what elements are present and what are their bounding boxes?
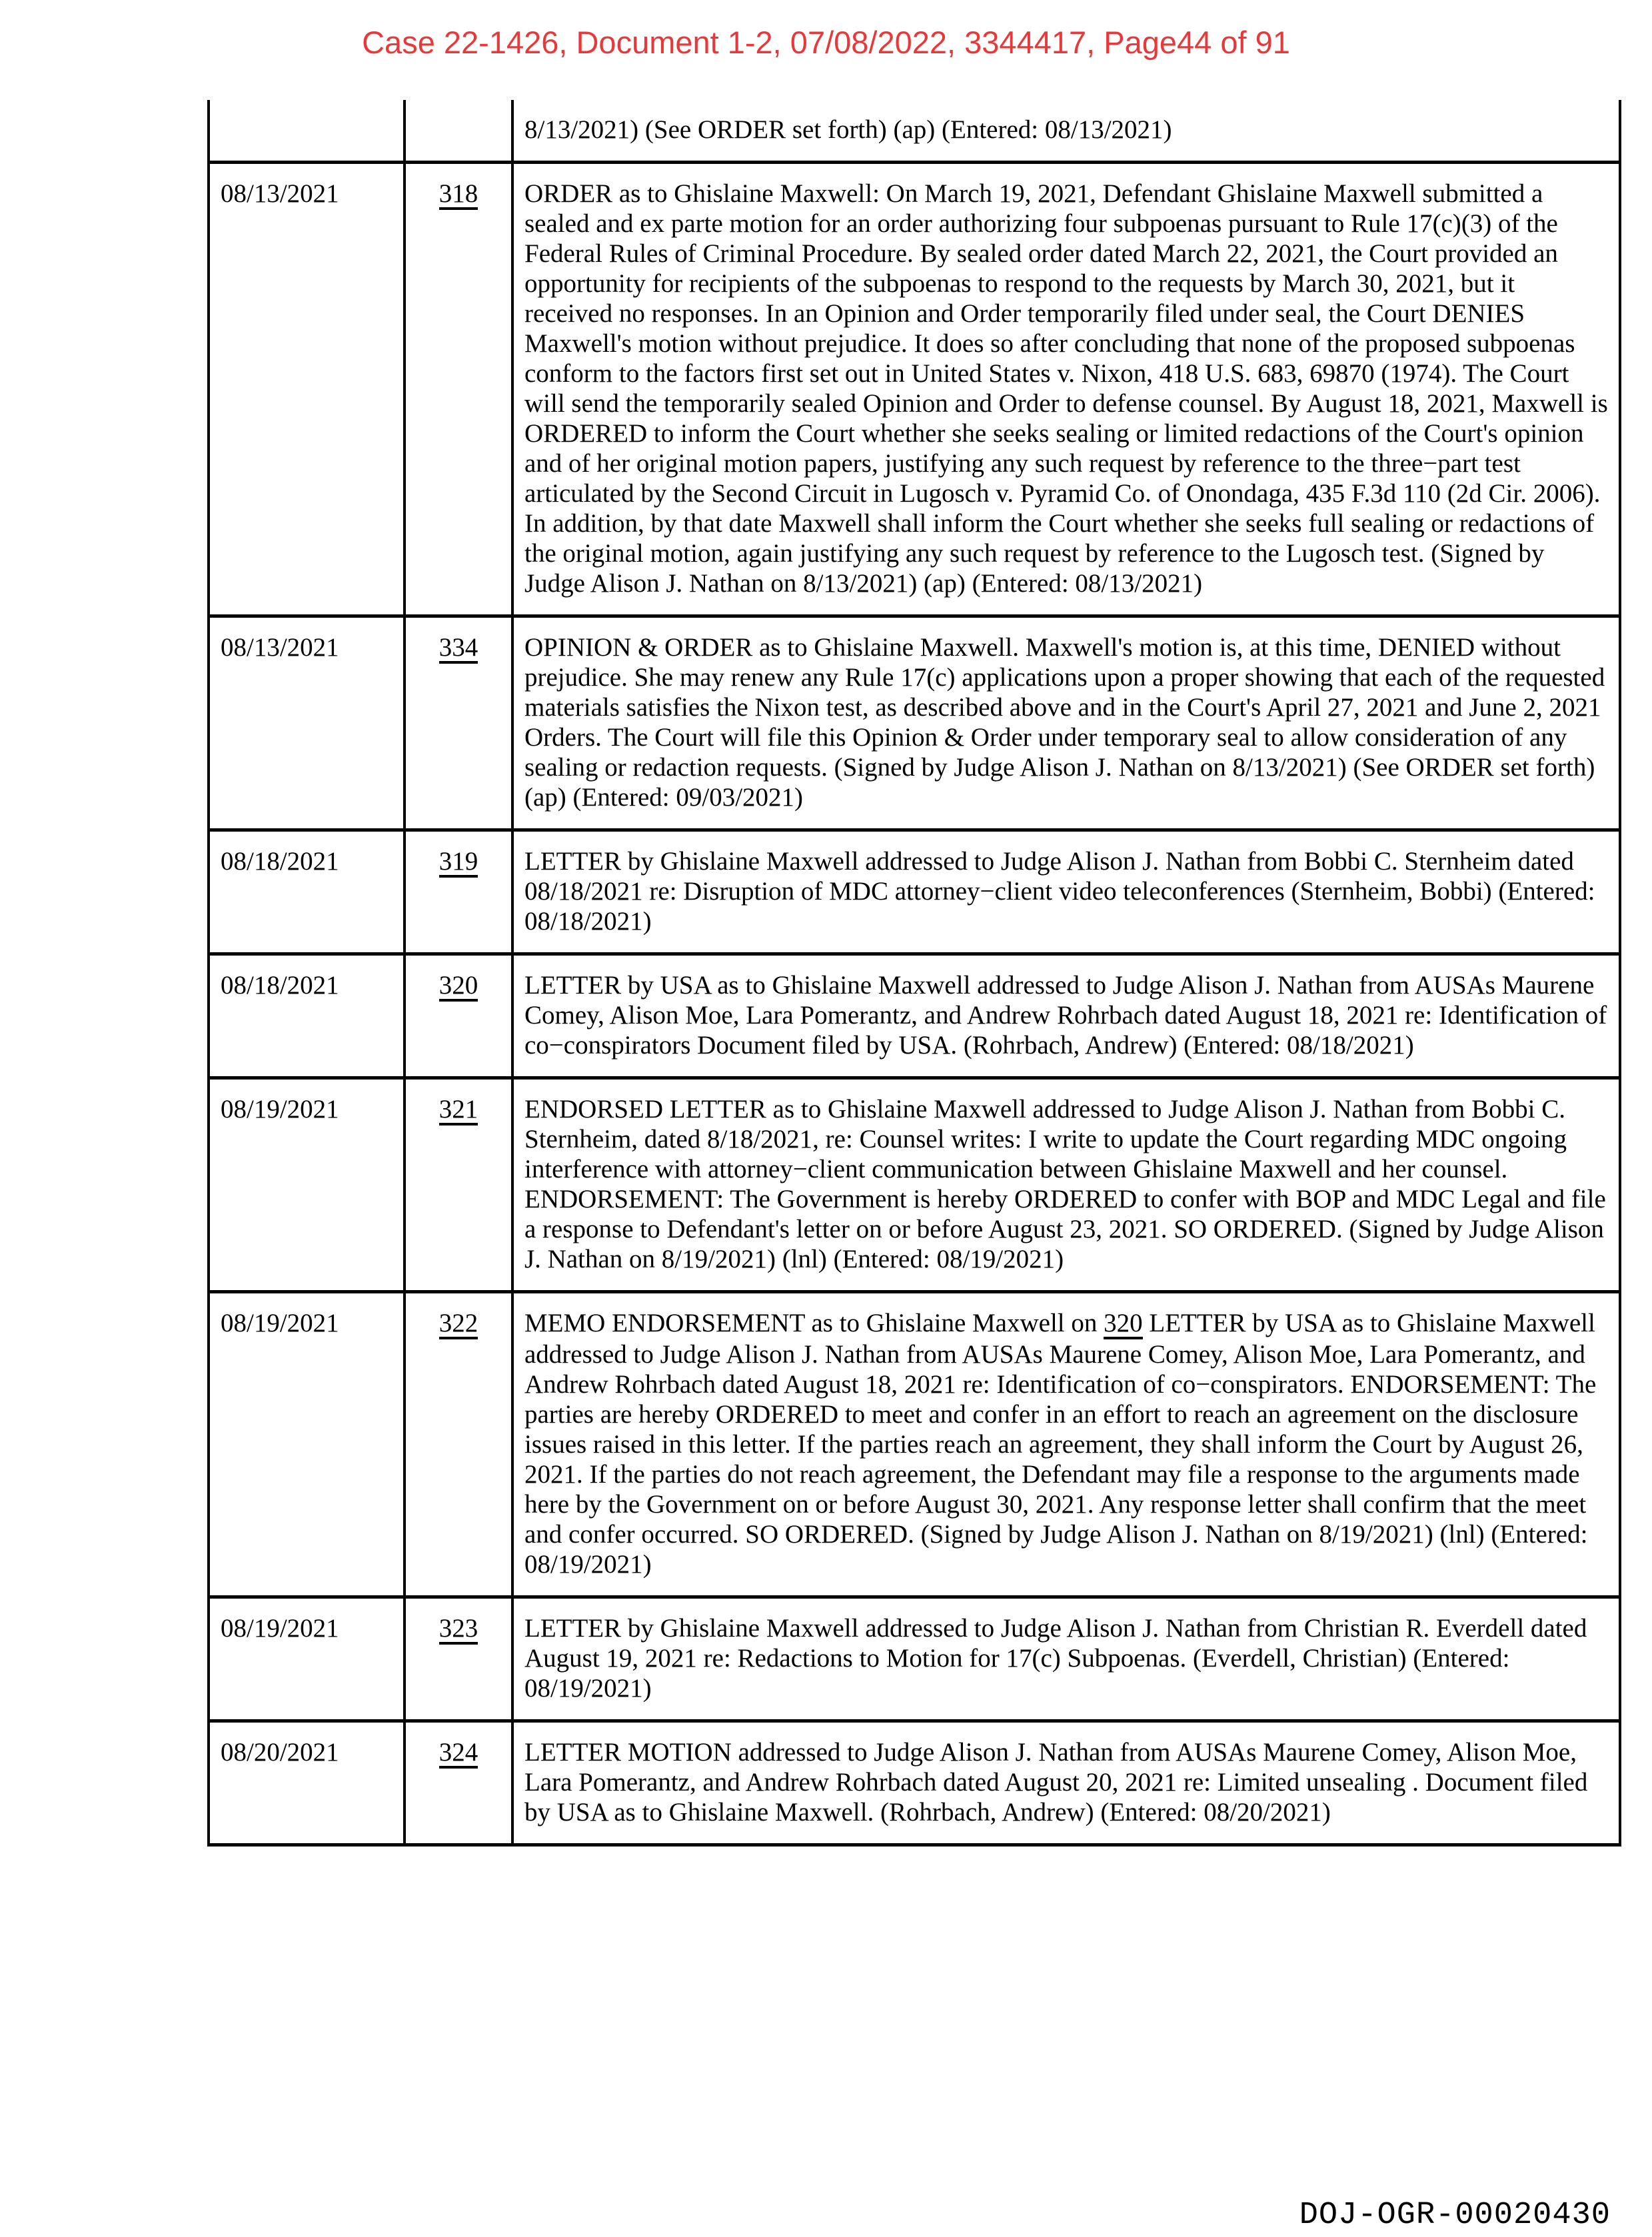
docket-row [209,954,1620,1078]
doc-link-318[interactable]: 318 [439,180,478,210]
entry-number-cell [405,954,512,1078]
doc-link-323[interactable]: 323 [439,1615,478,1645]
entry-description: LETTER by Ghislaine Maxwell addressed to Judge Alison J. Nathan from Bobbi C. Sternheim dated 08/18/2021 re: Disruption of MDC attorney−client video teleconferences (Sternheim, Bobbi) (Entered: 08/18/2021) [512,830,1620,954]
entry-number-cell [405,1078,512,1292]
entry-date: 08/18/2021 [209,954,405,1078]
docket-row [209,616,1620,830]
entry-number-cell [405,163,512,616]
entry-number-cell [405,100,512,163]
bates-number: DOJ-OGR-00020430 [1299,2198,1611,2233]
docket-row [209,163,1620,616]
entry-description [512,1292,1620,1597]
entry-date: 08/19/2021 [209,1292,405,1597]
case-stamp: Case 22-1426, Document 1-2, 07/08/2022, 3344417, Page44 of 91 [362,25,1290,60]
entry-description: 8/13/2021) (See ORDER set forth) (ap) (Entered: 08/13/2021) [512,100,1620,163]
docket-row [209,1597,1620,1721]
docket-table [207,100,1621,1847]
entry-date-cell [209,100,405,163]
doc-link-319[interactable]: 319 [439,848,478,878]
entry-date: 08/19/2021 [209,1078,405,1292]
docket-row [209,1292,1620,1597]
entry-date: 08/19/2021 [209,1597,405,1721]
entry-description: LETTER MOTION addressed to Judge Alison J. Nathan from AUSAs Maurene Comey, Alison Moe, Lara Pomerantz, and Andrew Rohrbach dated August 20, 2021 re: Limited unsealing . Document filed by USA as to Ghislaine Maxwell. (Rohrbach, Andrew) (Entered: 08/20/2021) [512,1721,1620,1845]
docket-row [209,1078,1620,1292]
entry-description: ENDORSED LETTER as to Ghislaine Maxwell addressed to Judge Alison J. Nathan from Bobbi C. Sternheim, dated 8/18/2021, re: Counsel writes: I write to update the Court regarding MDC ongoing interference with attorney−client communication between Ghislaine Maxwell and her counsel. ENDORSEMENT: The Government is hereby ORDERED to confer with BOP and MDC Legal and file a response to Defendant's letter on or before August 23, 2021. SO ORDERED. (Signed by Judge Alison J. Nathan on 8/19/2021) (lnl) (Entered: 08/19/2021) [512,1078,1620,1292]
entry-description: ORDER as to Ghislaine Maxwell: On March 19, 2021, Defendant Ghislaine Maxwell submitted a sealed and ex parte motion for an order authorizing four subpoenas pursuant to Rule 17(c)(3) of the Federal Rules of Criminal Procedure. By sealed order dated March 22, 2021, the Court provided an opportunity for recipients of the subpoenas to respond to the requests by March 30, 2021, but it received no responses. In an Opinion and Order temporarily filed under seal, the Court DENIES Maxwell's motion without prejudice. It does so after concluding that none of the proposed subpoenas conform to the factors first set out in United States v. Nixon, 418 U.S. 683, 69870 (1974). The Court will send the temporarily sealed Opinion and Order to defense counsel. By August 18, 2021, Maxwell is ORDERED to inform the Court whether she seeks sealing or limited redactions of the Court's opinion and of her original motion papers, justifying any such request by reference to the three−part test articulated by the Second Circuit in Lugosch v. Pyramid Co. of Onondaga, 435 F.3d 110 (2d Cir. 2006). In addition, by that date Maxwell shall inform the Court whether she seeks full sealing or redactions of the original motion, again justifying any such request by reference to the Lugosch test. (Signed by Judge Alison J. Nathan on 8/13/2021) (ap) (Entered: 08/13/2021) [512,163,1620,616]
doc-link-320[interactable]: 320 [439,972,478,1002]
entry-number-cell [405,1292,512,1597]
entry-number-cell [405,1721,512,1845]
entry-number-cell [405,1597,512,1721]
entry-description: LETTER by Ghislaine Maxwell addressed to Judge Alison J. Nathan from Christian R. Everdell dated August 19, 2021 re: Redactions to Motion for 17(c) Subpoenas. (Everdell, Christian) (Entered: 08/19/2021) [512,1597,1620,1721]
entry-date: 08/13/2021 [209,163,405,616]
doc-link-321[interactable]: 321 [439,1096,478,1125]
entry-text-segment: MEMO ENDORSEMENT as to Ghislaine Maxwell on [524,1309,1104,1337]
entry-number-cell [405,616,512,830]
entry-number-cell [405,830,512,954]
entry-description: LETTER by USA as to Ghislaine Maxwell addressed to Judge Alison J. Nathan from AUSAs Maurene Comey, Alison Moe, Lara Pomerantz, and Andrew Rohrbach dated August 18, 2021 re: Identification of co−conspirators Document filed by USA. (Rohrbach, Andrew) (Entered: 08/18/2021) [512,954,1620,1078]
entry-text-segment: LETTER by USA as to Ghislaine Maxwell addressed to Judge Alison J. Nathan from AUSAs Maurene Comey, Alison Moe, Lara Pomerantz, and Andrew Rohrbach dated August 18, 2021 re: Identification of co−conspirators. ENDORSEMENT: The parties are hereby ORDERED to meet and confer in an effort to reach an agreement on the disclosure issues raised in this letter. If the parties reach an agreement, they shall inform the Court by August 26, 2021. If the parties do not reach agreement, the Defendant may file a response to the arguments made here by the Government on or before August 30, 2021. Any response letter shall confirm that the meet and confer occurred. SO ORDERED. (Signed by Judge Alison J. Nathan on 8/19/2021) (lnl) (Entered: 08/19/2021) [524,1309,1597,1579]
doc-link-inline-320[interactable]: 320 [1104,1309,1143,1339]
docket-row [209,1721,1620,1845]
entry-date: 08/13/2021 [209,616,405,830]
entry-description: OPINION & ORDER as to Ghislaine Maxwell. Maxwell's motion is, at this time, DENIED without prejudice. She may renew any Rule 17(c) applications upon a proper showing that each of the requested materials satisfies the Nixon test, as described above and in the Court's April 27, 2021 and June 2, 2021 Orders. The Court will file this Opinion & Order under temporary seal to allow consideration of any sealing or redaction requests. (Signed by Judge Alison J. Nathan on 8/13/2021) (See ORDER set forth) (ap) (Entered: 09/03/2021) [512,616,1620,830]
doc-link-324[interactable]: 324 [439,1739,478,1769]
entry-date: 08/20/2021 [209,1721,405,1845]
entry-date: 08/18/2021 [209,830,405,954]
docket-row [209,100,1620,163]
docket-row [209,830,1620,954]
doc-link-322[interactable]: 322 [439,1309,478,1339]
doc-link-334[interactable]: 334 [439,634,478,664]
